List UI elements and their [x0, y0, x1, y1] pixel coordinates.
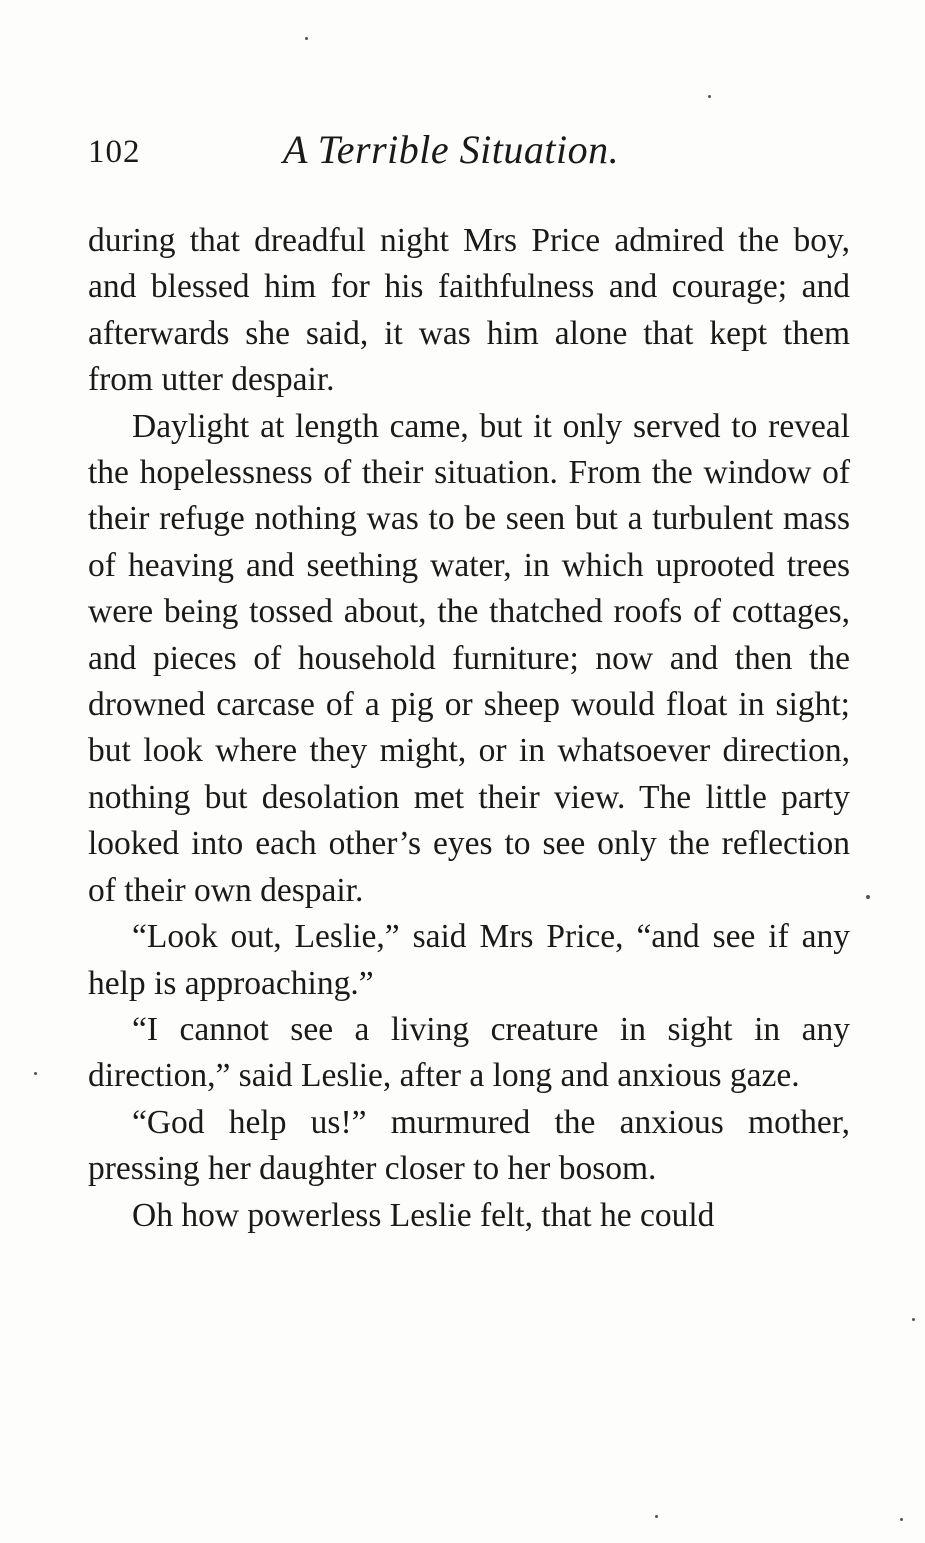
paragraph: “God help us!” murmured the anxious mother, pressing her daughter closer to her bosom. — [88, 1103, 850, 1188]
paragraph: “Look out, Leslie,” said Mrs Price, “and see if any help is approaching.” — [88, 918, 850, 1002]
running-head — [88, 126, 848, 186]
running-title: A Terrible Situation. — [283, 127, 620, 172]
scan-speck — [708, 95, 711, 98]
scan-speck — [305, 37, 308, 40]
page-number: 102 — [88, 134, 141, 170]
paragraph: “I cannot see a living creature in sight in any direction,” said Leslie, after a long and anxious gaze. — [88, 1010, 850, 1095]
body-text — [88, 218, 850, 1239]
scan-speck — [34, 1072, 37, 1075]
scan-speck — [866, 895, 870, 899]
scan-speck — [912, 1318, 915, 1321]
scan-speck — [900, 1518, 903, 1521]
paragraph: Oh how powerless Leslie felt, that he could — [132, 1196, 715, 1234]
scan-speck — [655, 1515, 658, 1518]
paragraph: Daylight at length came, but it only served to reveal the hopelessness of their situation. From the window of their refuge nothing was to be seen but a turbulent mass of heaving and seething water, in which uprooted trees were being tossed about, the thatched roofs of cottages, and pieces of household furniture; now and then the drowned carcase of a pig or sheep would float in sight; but look where they might, or in whatsoever direction, nothing but desolation met their view. The little party looked into each other’s eyes to see only the reflection of their own despair. — [88, 407, 850, 909]
paragraph: during that dreadful night Mrs Price admired the boy, and blessed him for his faithfulness and courage; and afterwards she said, it was him alone that kept them from utter despair. — [88, 222, 850, 399]
